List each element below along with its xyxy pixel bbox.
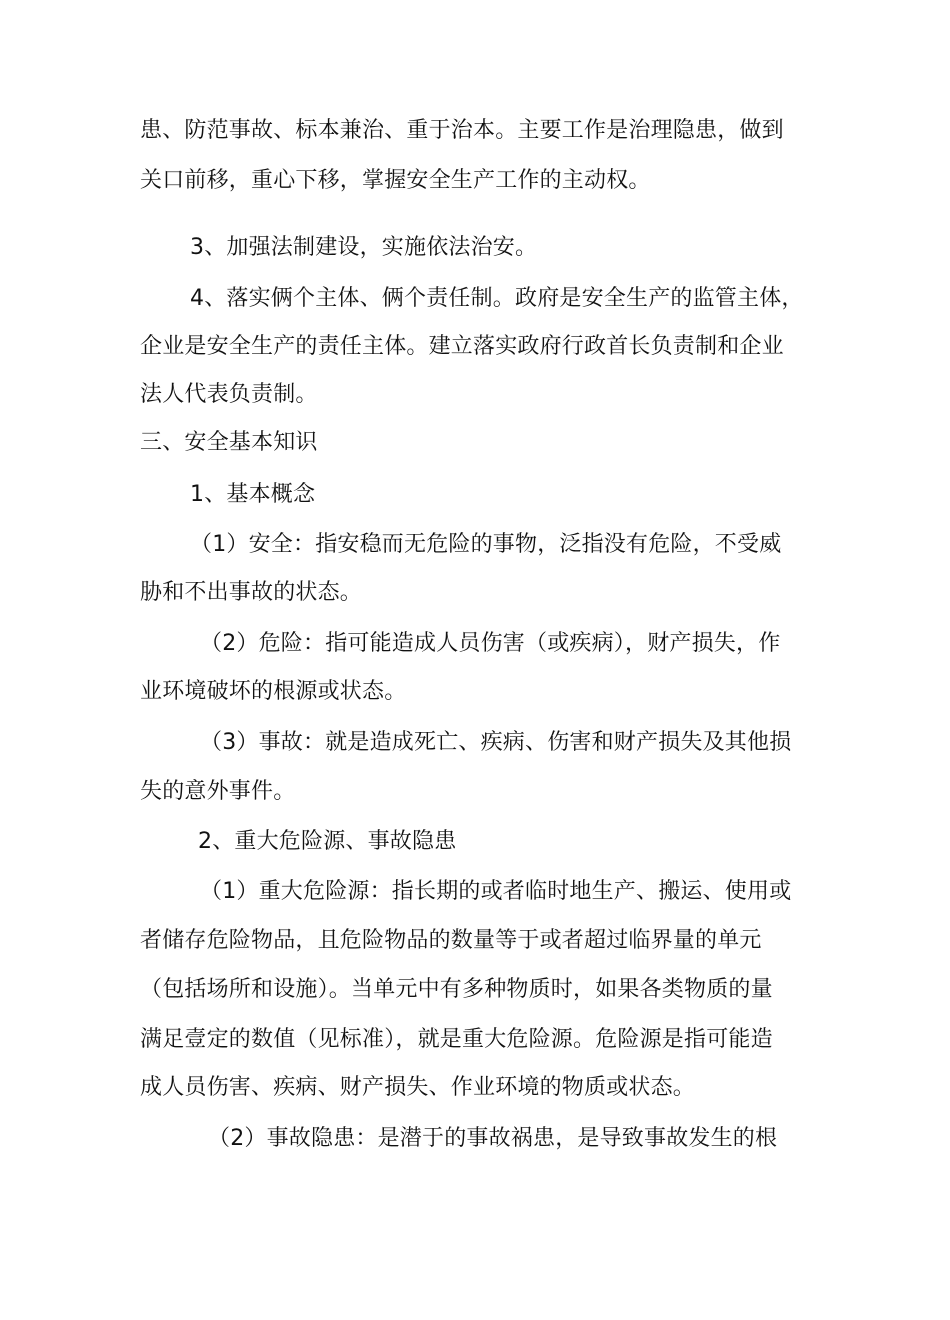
text-line: 关口前移，重心下移，掌握安全生产工作的主动权。 bbox=[140, 168, 651, 193]
text-line: 成人员伤害、疾病、财产损失、作业环境的物质或状态。 bbox=[140, 1075, 696, 1100]
text-line: 满足壹定的数值（见标准），就是重大危险源。危险源是指可能造 bbox=[140, 1027, 773, 1052]
subsection-heading: 1、基本概念 bbox=[190, 482, 316, 507]
subsection-heading: 2、重大危险源、事故隐患 bbox=[198, 829, 457, 854]
text-line: 患、防范事故、标本兼治、重于治本。主要工作是治理隐患，做到 bbox=[140, 118, 784, 143]
text-line: 胁和不出事故的状态。 bbox=[140, 580, 363, 605]
text-line: 3、加强法制建设，实施依法治安。 bbox=[190, 235, 538, 260]
section-heading: 三、安全基本知识 bbox=[140, 430, 318, 455]
text-line: （1）重大危险源：指长期的或者临时地生产、搬运、使用或 bbox=[200, 879, 792, 904]
text-line: （包括场所和设施）。当单元中有多种物质时，如果各类物质的量 bbox=[140, 977, 773, 1002]
text-line: 失的意外事件。 bbox=[140, 779, 296, 804]
text-line: 企业是安全生产的责任主体。建立落实政府行政首长负责制和企业 bbox=[140, 334, 784, 359]
text-line: 业环境破坏的根源或状态。 bbox=[140, 679, 407, 704]
text-line: 4、落实俩个主体、俩个责任制。政府是安全生产的监管主体， bbox=[190, 286, 804, 311]
text-line: 法人代表负责制。 bbox=[140, 382, 318, 407]
text-line: （3）事故：就是造成死亡、疾病、伤害和财产损失及其他损 bbox=[200, 730, 792, 755]
text-line: 者储存危险物品，且危险物品的数量等于或者超过临界量的单元 bbox=[140, 928, 762, 953]
text-line: （1）安全：指安稳而无危险的事物，泛指没有危险，不受威 bbox=[190, 532, 782, 557]
text-line: （2）危险：指可能造成人员伤害（或疾病），财产损失，作 bbox=[200, 631, 781, 656]
text-line: （2）事故隐患：是潜于的事故祸患，是导致事故发生的根 bbox=[208, 1126, 778, 1151]
